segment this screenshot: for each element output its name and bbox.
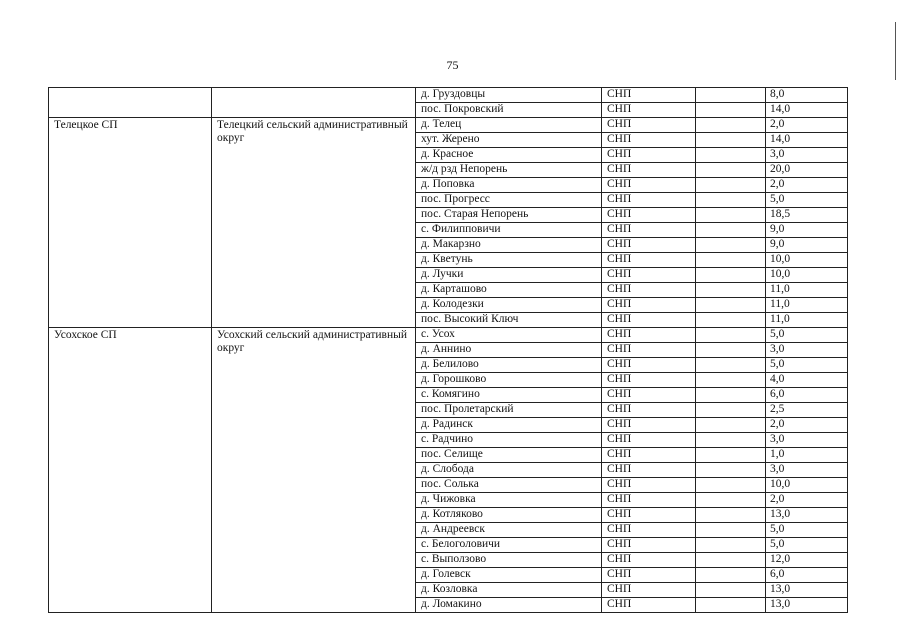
- value-cell: 5,0: [766, 193, 848, 208]
- empty-cell: [696, 178, 766, 193]
- empty-cell: [696, 358, 766, 373]
- empty-cell: [696, 268, 766, 283]
- table-row: [49, 88, 848, 103]
- value-cell: 5,0: [766, 328, 848, 343]
- empty-cell: [696, 163, 766, 178]
- settlement-type-cell: СНП: [602, 448, 696, 463]
- empty-cell: [696, 298, 766, 313]
- settlement-type-cell: СНП: [602, 193, 696, 208]
- settlement-type-cell: СНП: [602, 523, 696, 538]
- settlement-type-cell: СНП: [602, 583, 696, 598]
- empty-cell: [696, 328, 766, 343]
- value-cell: 1,0: [766, 448, 848, 463]
- empty-cell: [696, 148, 766, 163]
- settlement-name-cell: д. Белилово: [416, 358, 602, 373]
- empty-cell: [696, 478, 766, 493]
- settlement-name-cell: пос. Солька: [416, 478, 602, 493]
- value-cell: 13,0: [766, 598, 848, 613]
- page-edge-line: [895, 22, 896, 80]
- settlement-name-cell: пос. Селище: [416, 448, 602, 463]
- empty-cell: [696, 133, 766, 148]
- settlement-name-cell: д. Голевск: [416, 568, 602, 583]
- area-cell: Телецкое СП: [49, 118, 212, 328]
- empty-cell: [696, 493, 766, 508]
- settlement-type-cell: СНП: [602, 238, 696, 253]
- settlement-name-cell: пос. Пролетарский: [416, 403, 602, 418]
- settlement-name-cell: д. Ломакино: [416, 598, 602, 613]
- settlement-type-cell: СНП: [602, 283, 696, 298]
- table-row: [49, 118, 848, 133]
- settlement-type-cell: СНП: [602, 208, 696, 223]
- settlement-name-cell: д. Кветунь: [416, 253, 602, 268]
- settlement-type-cell: СНП: [602, 313, 696, 328]
- empty-cell: [696, 568, 766, 583]
- settlement-type-cell: СНП: [602, 493, 696, 508]
- value-cell: 14,0: [766, 133, 848, 148]
- district-cell: [212, 88, 416, 118]
- value-cell: 11,0: [766, 313, 848, 328]
- value-cell: 18,5: [766, 208, 848, 223]
- page-number: 75: [446, 58, 459, 72]
- empty-cell: [696, 223, 766, 238]
- settlement-type-cell: СНП: [602, 478, 696, 493]
- settlement-type-cell: СНП: [602, 88, 696, 103]
- value-cell: 6,0: [766, 568, 848, 583]
- empty-cell: [696, 208, 766, 223]
- settlement-type-cell: СНП: [602, 388, 696, 403]
- district-cell: Телецкий сельский административный округ: [212, 118, 416, 328]
- settlement-name-cell: д. Горошково: [416, 373, 602, 388]
- value-cell: 13,0: [766, 583, 848, 598]
- empty-cell: [696, 418, 766, 433]
- value-cell: 9,0: [766, 238, 848, 253]
- empty-cell: [696, 253, 766, 268]
- settlement-type-cell: СНП: [602, 118, 696, 133]
- empty-cell: [696, 103, 766, 118]
- settlement-type-cell: СНП: [602, 343, 696, 358]
- settlement-name-cell: д. Макарзно: [416, 238, 602, 253]
- empty-cell: [696, 403, 766, 418]
- district-cell: Усохский сельский административный округ: [212, 328, 416, 613]
- value-cell: 10,0: [766, 253, 848, 268]
- settlement-type-cell: СНП: [602, 328, 696, 343]
- settlement-name-cell: д. Карташово: [416, 283, 602, 298]
- settlement-type-cell: СНП: [602, 298, 696, 313]
- value-cell: 2,0: [766, 493, 848, 508]
- settlement-name-cell: с. Комягино: [416, 388, 602, 403]
- settlement-name-cell: д. Слобода: [416, 463, 602, 478]
- settlement-name-cell: д. Аннино: [416, 343, 602, 358]
- empty-cell: [696, 343, 766, 358]
- value-cell: 20,0: [766, 163, 848, 178]
- settlement-name-cell: д. Андреевск: [416, 523, 602, 538]
- value-cell: 9,0: [766, 223, 848, 238]
- empty-cell: [696, 433, 766, 448]
- settlement-type-cell: СНП: [602, 223, 696, 238]
- settlement-name-cell: д. Лучки: [416, 268, 602, 283]
- settlement-name-cell: хут. Жерено: [416, 133, 602, 148]
- settlement-type-cell: СНП: [602, 568, 696, 583]
- settlement-type-cell: СНП: [602, 403, 696, 418]
- value-cell: 11,0: [766, 283, 848, 298]
- empty-cell: [696, 88, 766, 103]
- empty-cell: [696, 193, 766, 208]
- settlement-name-cell: д. Козловка: [416, 583, 602, 598]
- value-cell: 3,0: [766, 463, 848, 478]
- settlement-type-cell: СНП: [602, 133, 696, 148]
- value-cell: 2,5: [766, 403, 848, 418]
- settlements-table: [48, 87, 848, 613]
- value-cell: 14,0: [766, 103, 848, 118]
- empty-cell: [696, 463, 766, 478]
- settlement-type-cell: СНП: [602, 553, 696, 568]
- settlement-name-cell: с. Выползово: [416, 553, 602, 568]
- settlement-type-cell: СНП: [602, 373, 696, 388]
- settlement-type-cell: СНП: [602, 508, 696, 523]
- empty-cell: [696, 448, 766, 463]
- empty-cell: [696, 118, 766, 133]
- settlement-name-cell: д. Телец: [416, 118, 602, 133]
- value-cell: 8,0: [766, 88, 848, 103]
- value-cell: 5,0: [766, 358, 848, 373]
- area-cell: [49, 88, 212, 118]
- settlement-type-cell: СНП: [602, 268, 696, 283]
- settlement-type-cell: СНП: [602, 148, 696, 163]
- empty-cell: [696, 373, 766, 388]
- value-cell: 13,0: [766, 508, 848, 523]
- value-cell: 10,0: [766, 478, 848, 493]
- settlements-table-body: [49, 88, 848, 613]
- value-cell: 3,0: [766, 343, 848, 358]
- empty-cell: [696, 238, 766, 253]
- settlement-type-cell: СНП: [602, 433, 696, 448]
- empty-cell: [696, 388, 766, 403]
- value-cell: 10,0: [766, 268, 848, 283]
- value-cell: 2,0: [766, 418, 848, 433]
- settlement-name-cell: пос. Прогресс: [416, 193, 602, 208]
- settlement-name-cell: с. Филипповичи: [416, 223, 602, 238]
- value-cell: 6,0: [766, 388, 848, 403]
- settlement-name-cell: д. Красное: [416, 148, 602, 163]
- empty-cell: [696, 313, 766, 328]
- empty-cell: [696, 283, 766, 298]
- settlement-name-cell: пос. Старая Непорень: [416, 208, 602, 223]
- settlement-type-cell: СНП: [602, 418, 696, 433]
- settlement-name-cell: д. Поповка: [416, 178, 602, 193]
- value-cell: 3,0: [766, 148, 848, 163]
- settlement-type-cell: СНП: [602, 598, 696, 613]
- settlement-name-cell: с. Радчино: [416, 433, 602, 448]
- settlement-type-cell: СНП: [602, 253, 696, 268]
- empty-cell: [696, 538, 766, 553]
- settlement-name-cell: с. Усох: [416, 328, 602, 343]
- value-cell: 3,0: [766, 433, 848, 448]
- settlement-type-cell: СНП: [602, 538, 696, 553]
- value-cell: 5,0: [766, 523, 848, 538]
- settlement-type-cell: СНП: [602, 178, 696, 193]
- value-cell: 2,0: [766, 118, 848, 133]
- table-row: [49, 328, 848, 343]
- settlement-name-cell: д. Чижовка: [416, 493, 602, 508]
- settlement-type-cell: СНП: [602, 358, 696, 373]
- settlement-name-cell: ж/д рзд Непорень: [416, 163, 602, 178]
- value-cell: 2,0: [766, 178, 848, 193]
- settlement-type-cell: СНП: [602, 163, 696, 178]
- value-cell: 4,0: [766, 373, 848, 388]
- empty-cell: [696, 583, 766, 598]
- settlement-type-cell: СНП: [602, 103, 696, 118]
- value-cell: 11,0: [766, 298, 848, 313]
- value-cell: 5,0: [766, 538, 848, 553]
- value-cell: 12,0: [766, 553, 848, 568]
- settlement-type-cell: СНП: [602, 463, 696, 478]
- empty-cell: [696, 598, 766, 613]
- empty-cell: [696, 553, 766, 568]
- settlement-name-cell: пос. Высокий Ключ: [416, 313, 602, 328]
- settlement-name-cell: д. Котляково: [416, 508, 602, 523]
- empty-cell: [696, 523, 766, 538]
- empty-cell: [696, 508, 766, 523]
- settlement-name-cell: д. Груздовцы: [416, 88, 602, 103]
- settlement-name-cell: пос. Покровский: [416, 103, 602, 118]
- settlement-name-cell: д. Колодезки: [416, 298, 602, 313]
- settlement-name-cell: с. Белоголовичи: [416, 538, 602, 553]
- settlement-name-cell: д. Радинск: [416, 418, 602, 433]
- area-cell: Усохское СП: [49, 328, 212, 613]
